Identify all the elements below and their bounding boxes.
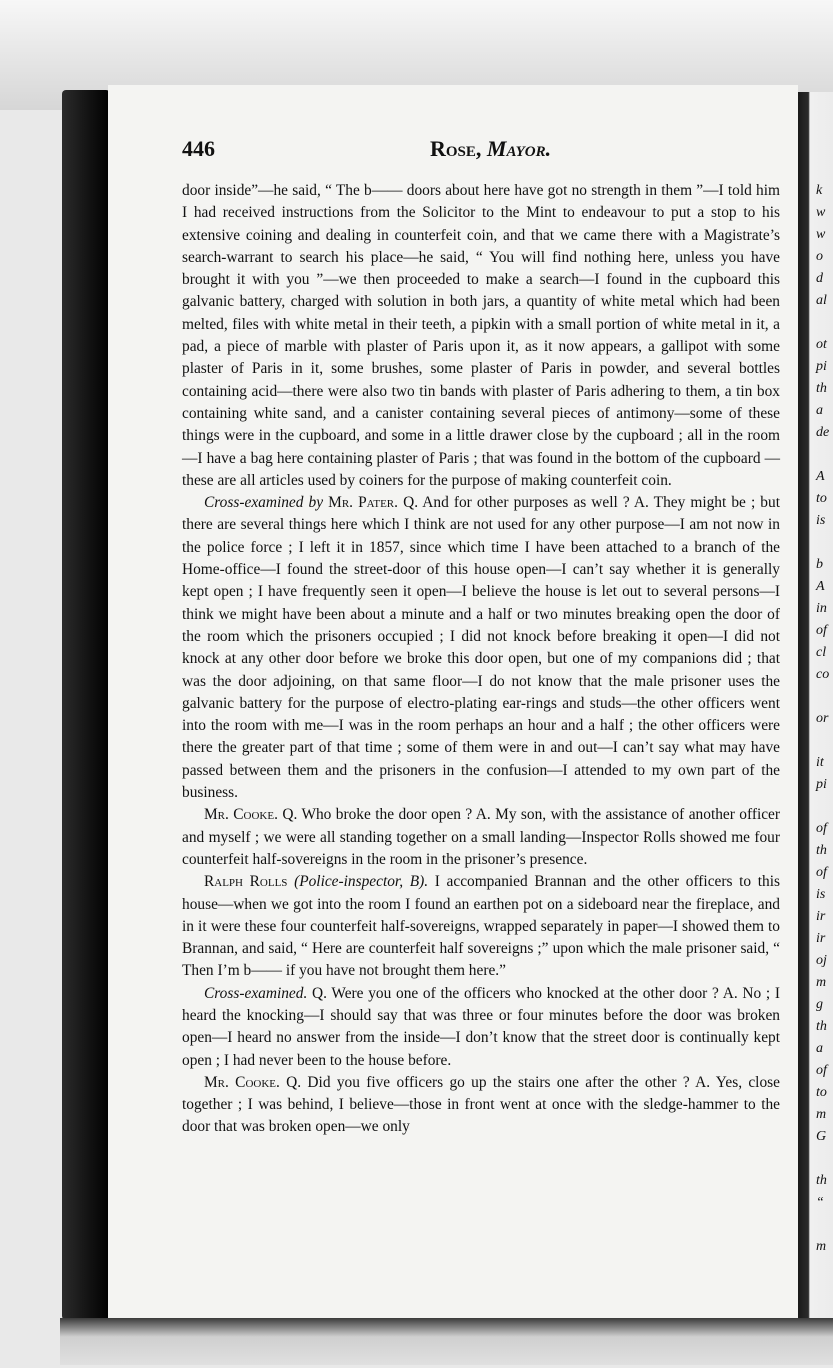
paragraph-text: Q. Who broke the door open ? A. My son, with the assistance of another officer and myself ; we were all standing together on a small landing—Inspector Rolls showed me four counterfeit half-sovereigns in the room in the prisoner’s presence. bbox=[182, 806, 781, 868]
facing-page-fragment: to bbox=[816, 1085, 827, 1100]
facing-page-fragment: “ bbox=[816, 1195, 824, 1210]
facing-page-fragment: is bbox=[816, 887, 826, 902]
book-spine bbox=[62, 90, 110, 1320]
facing-page-fragment: a bbox=[816, 403, 823, 418]
facing-page-fragment: ir bbox=[816, 909, 826, 924]
paragraph-rolls-testimony bbox=[182, 871, 780, 982]
paragraph-text: Q. Did you five officers go up the stairs one after the other ? A. Yes, close together ; I was behind, I believe—those in front went at once with the sledge-hammer to the door that was broken open—we only bbox=[182, 1073, 780, 1136]
facing-page-fragment: d bbox=[816, 271, 823, 286]
facing-page-fragment: of bbox=[816, 1063, 827, 1078]
running-head-title: Mayor. bbox=[486, 136, 552, 161]
paragraph-lead: Cross-examined. bbox=[204, 984, 308, 1002]
facing-page-fragment: th bbox=[816, 843, 827, 858]
facing-page-fragment: m bbox=[816, 1239, 827, 1254]
facing-page-fragment: cl bbox=[816, 645, 827, 660]
scan-bottom-edge bbox=[60, 1318, 833, 1365]
facing-page-fragment: of bbox=[816, 865, 827, 880]
facing-page-fragment: w bbox=[816, 227, 826, 242]
facing-page-fragment: m bbox=[816, 1107, 827, 1122]
facing-page-fragment: g bbox=[816, 997, 823, 1012]
facing-page-fragments bbox=[816, 180, 833, 1368]
facing-page-fragment bbox=[816, 1214, 833, 1236]
facing-page-fragment: th bbox=[816, 1173, 827, 1188]
speaker-name: Mr. Cooke. bbox=[204, 1073, 280, 1091]
paragraph-continuation bbox=[182, 180, 780, 492]
running-head bbox=[430, 136, 551, 162]
facing-page-fragment: A bbox=[816, 469, 825, 484]
facing-page-fragment: k bbox=[816, 183, 823, 198]
facing-page-fragment bbox=[816, 730, 833, 752]
facing-page-fragment: oj bbox=[816, 953, 827, 968]
facing-page-fragment bbox=[816, 796, 833, 818]
speaker-name: Ralph Rolls bbox=[204, 873, 288, 891]
facing-page-fragment: de bbox=[816, 425, 830, 440]
facing-page-fragment bbox=[816, 1280, 833, 1302]
paragraph-text: door inside”—he said, “ The b—— doors about here have got no strength in them ”—I told him I had received instructions from the Solicitor to the Mint to endeavour to put a stop to his extensive coining and dealing in counterfeit coin, and that we came there with a Magistrate’s search-warrant to search his place—he said, “ You will find nothing here, unless you have brought it with you ”—we then proceeded to make a search—I found in the cupboard this galvanic battery, charged with solution in both jars, a quantity of white metal which had been melted, files with white metal in their teeth, a pipkin with a small portion of white metal in it, a pad, a piece of marble with plaster of Paris upon it, as it now appears, a gallipot with some plaster of Paris in it, some brushes, some plaster of Paris in powder, and several bottles containing acid—there were also two tin bands with plaster of Paris adhering to them, a tin box containing white sand, and a canister containing several pieces of antimony—some of these things were in the cupboard, and some in a little drawer close by the cupboard ; all in the room—I have a bag here containing plaster of Paris ; that was found in the bottom of the cupboard —these are all articles used by coiners for the purpose of making counterfeit coin. bbox=[182, 182, 780, 489]
facing-page-fragment: b bbox=[816, 557, 823, 572]
paragraph-text: I accompanied Brannan and the other officers to this house—when we got into the room I found an earthen pot on a sideboard near the fireplace, and in it were these four counterfeit half-sovereigns, wrapped separately in paper—I showed them to Brannan, and said, “ Here are counterfeit half sovereigns ;” upon which the male prisoner said, “ Then I’m b—— if you have not brought them here.” bbox=[182, 873, 780, 980]
facing-page-fragment: co bbox=[816, 667, 830, 682]
facing-page-fragment bbox=[816, 312, 833, 334]
page-number: 446 bbox=[182, 136, 215, 161]
speaker-name: Mr. Cooke. bbox=[204, 806, 278, 824]
speaker-role: (Police-inspector, B). bbox=[294, 873, 429, 891]
facing-page-fragment: of bbox=[816, 821, 827, 836]
facing-page-fragment: ir bbox=[816, 931, 826, 946]
facing-page-fragment bbox=[816, 444, 833, 466]
facing-page-fragment: to bbox=[816, 491, 827, 506]
facing-page-fragment: G bbox=[816, 1129, 827, 1144]
facing-page-fragment: is bbox=[816, 513, 826, 528]
facing-page-fragment: or bbox=[816, 711, 829, 726]
facing-page-fragment: it bbox=[816, 755, 824, 770]
paragraph-text: Q. And for other purposes as well ? A. They might be ; but there are several things here which I think are not used for any other purpose—I am not now in the police force ; I left it in 1857, since which time I have been attached to a branch of the Home-office—I found the street-door of this house open—I can’t say whether it is generally kept open ; I have frequently seen it open—I believe the house is let out to several persons—I think we might have been about a minute and a half or two minutes breaking open the door of the room which the prisoners occupied ; I did not knock before breaking it open—I did not knock at any other door before we broke this door open, but one of my companions did ; that was the door adjoining, on that same floor—I do not know that the male prisoner uses the galvanic battery for the purpose of electro-plating ear-rings and studs—the other officers went into the room with me—I was in the room perhaps an hour and a half ; the other officers were there the greater part of that time ; some of them were in and out—I can’t say what may have passed between them and the prisoners in the confusion—I attended to my own part of the business. bbox=[182, 494, 780, 802]
facing-page-fragment: pi bbox=[816, 777, 827, 792]
facing-page-fragment bbox=[816, 1148, 833, 1170]
facing-page-fragment: w bbox=[816, 205, 826, 220]
page-header bbox=[182, 136, 782, 168]
facing-page-fragment: ot bbox=[816, 337, 827, 352]
facing-page-fragment bbox=[816, 1258, 833, 1280]
paragraph-cooke-1 bbox=[182, 804, 780, 871]
speaker-name: Mr. Pater. bbox=[328, 494, 398, 512]
facing-page-fragment bbox=[816, 686, 833, 708]
paragraph-cross-examined-rolls bbox=[182, 983, 780, 1072]
facing-page-fragment: m bbox=[816, 975, 827, 990]
facing-page-fragment: of bbox=[816, 623, 827, 638]
facing-page-fragment: th bbox=[816, 381, 827, 396]
facing-page-fragment: th bbox=[816, 1019, 827, 1034]
facing-page-fragment bbox=[816, 532, 833, 554]
paragraph-lead: Cross-examined by bbox=[204, 494, 324, 512]
paragraph-cross-examination-pater bbox=[182, 492, 780, 804]
facing-page-fragment: pi bbox=[816, 359, 827, 374]
paragraph-cooke-2 bbox=[182, 1072, 780, 1139]
paragraph-text: Q. Were you one of the officers who knocked at the other door ? A. No ; I heard the knocking—I should say that was three or four minutes before the door was broken open—I heard no answer from the inside—I don’t know that the street door is continually kept open ; I had never been to the house before. bbox=[182, 984, 780, 1069]
facing-page-fragment: al bbox=[816, 293, 827, 308]
running-head-name: Rose, bbox=[430, 136, 482, 161]
facing-page-fragment: A bbox=[816, 579, 825, 594]
body-text bbox=[182, 180, 780, 1139]
facing-page-fragment: o bbox=[816, 249, 823, 264]
facing-page-fragment: in bbox=[816, 601, 827, 616]
facing-page-fragment: a bbox=[816, 1041, 823, 1056]
